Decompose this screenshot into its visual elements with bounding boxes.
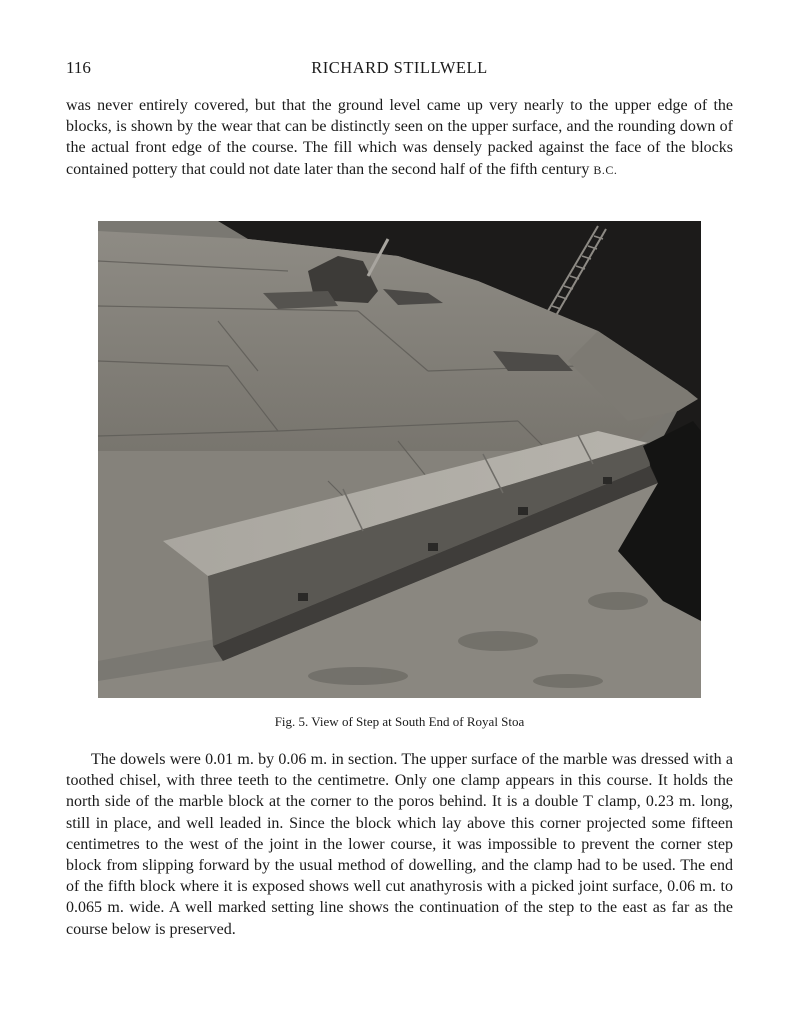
figure-caption: Fig. 5. View of Step at South End of Royal Stoa: [274, 714, 525, 729]
paragraph-bottom: The dowels were 0.01 m. by 0.06 m. in section. The upper surface of the marble was dressed with a toothed chisel, with three teeth to the centimetre. Only one clamp appears in this course. It holds the north side of the marble block at the corner to the poros behind. It is a double T clamp, 0.23 m. long, still in place, and well leaded in. Since the block which lay above this corner projected some fifteen centimetres to the west of the joint in the lower course, it was impossible to prevent the corner step block from slipping forward by the usual method of dowelling, and the clamp had to be used. The end of the fifth block where it is exposed shows well cut anathyrosis with a picked joint surface, 0.06 m. to 0.065 m. wide. A well marked setting line shows the continuation of the step to the east as far as the course below is preserved.: [66, 751, 733, 938]
era-abbreviation: B.C.: [593, 162, 618, 177]
paragraph-top-text: was never entirely covered, but that the ground level came up very nearly to the upper edge of the blocks, is shown by the wear that can be distinctly seen on the upper surface, and the rounding down of the actual front edge of the course. The fill which was densely packed against the face of the blocks contained pottery that could not date later than the second half of the fifth century: [66, 97, 733, 178]
page-number: 116: [66, 58, 91, 77]
paragraph-top: [66, 95, 733, 181]
figure-photograph: [98, 221, 701, 698]
running-head: RICHARD STILLWELL: [311, 58, 488, 77]
step-photo-illustration: [98, 221, 701, 698]
page-header: [66, 58, 733, 82]
